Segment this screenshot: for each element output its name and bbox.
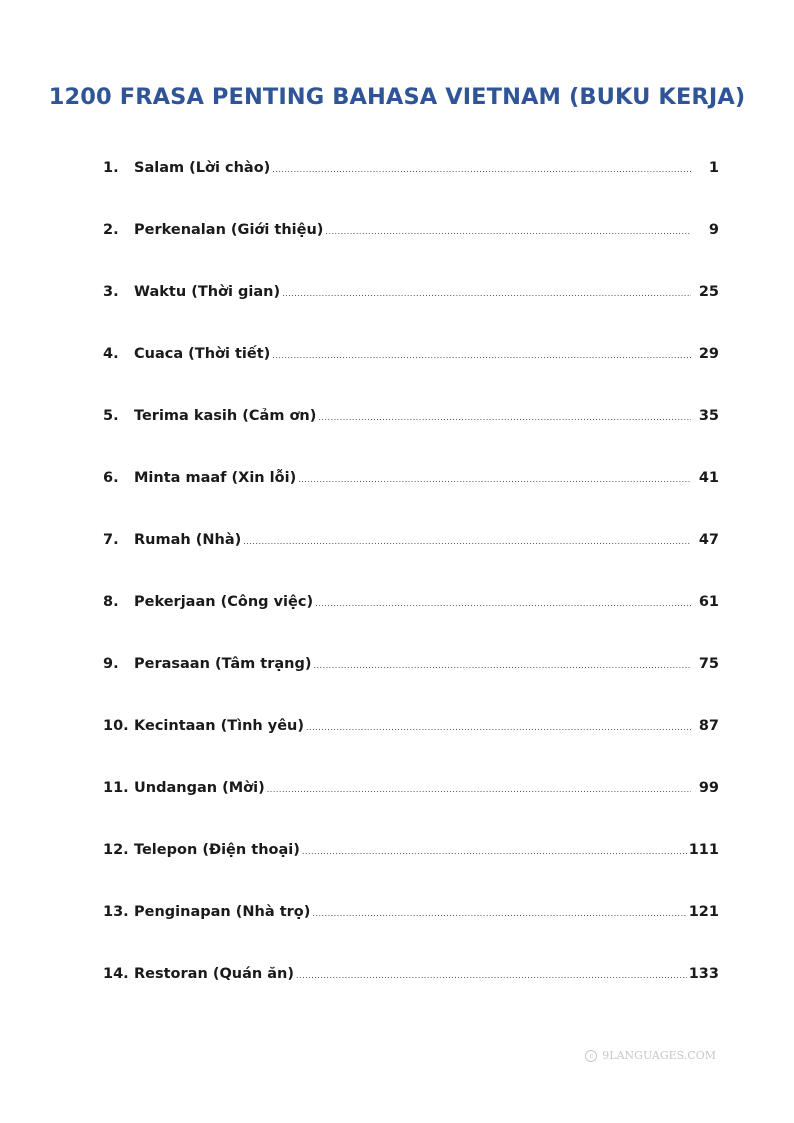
toc-entry-page: 29 [698, 346, 719, 362]
toc-entry-number: 2. [103, 222, 119, 238]
toc-entry[interactable] [103, 346, 719, 408]
dot-leader [282, 289, 691, 298]
toc-entry-number: 8. [103, 594, 119, 610]
toc-entry-number: 11. [103, 780, 129, 796]
toc-entry-number: 9. [103, 656, 119, 672]
toc-entry-page: 133 [688, 966, 719, 982]
toc-entry[interactable] [103, 594, 719, 656]
toc-entry-number: 1. [103, 160, 119, 176]
toc-entry-number: 12. [103, 842, 129, 858]
dot-leader [298, 475, 691, 484]
dot-leader [313, 661, 691, 670]
toc-entry-label: Pekerjaan (Công việc) [134, 594, 314, 610]
toc-entry-page: 111 [688, 842, 719, 858]
dot-leader [302, 847, 687, 856]
dot-leader [312, 909, 686, 918]
toc-entry[interactable] [103, 718, 719, 780]
copyright-icon: c [585, 1050, 597, 1062]
toc-entry-label: Undangan (Mời) [134, 780, 265, 796]
toc-entry-label: Rumah (Nhà) [134, 532, 242, 548]
dot-leader [325, 227, 691, 236]
toc-entry-number: 4. [103, 346, 119, 362]
toc-entry[interactable] [103, 284, 719, 346]
toc-entry-page: 9 [708, 222, 719, 238]
toc-entry[interactable] [103, 160, 719, 222]
toc-entry[interactable] [103, 780, 719, 842]
toc-entry[interactable] [103, 966, 719, 1028]
toc-entry-label: Penginapan (Nhà trọ) [134, 904, 311, 920]
toc-entry-number: 14. [103, 966, 129, 982]
toc-entry-page: 25 [698, 284, 719, 300]
toc-entry-page: 75 [698, 656, 719, 672]
dot-leader [272, 351, 691, 360]
toc-entry-number: 3. [103, 284, 119, 300]
toc-entry-label: Perkenalan (Giới thiệu) [134, 222, 324, 238]
toc-entry-label: Kecintaan (Tình yêu) [134, 718, 304, 734]
toc-entry-number: 6. [103, 470, 119, 486]
toc-entry-number: 10. [103, 718, 129, 734]
toc-entry-number: 5. [103, 408, 119, 424]
dot-leader [267, 785, 691, 794]
toc-entry-page: 35 [698, 408, 719, 424]
toc-entry-label: Waktu (Thời gian) [134, 284, 281, 300]
table-of-contents [103, 160, 719, 1028]
toc-entry[interactable] [103, 656, 719, 718]
dot-leader [306, 723, 691, 732]
toc-entry-label: Perasaan (Tâm trạng) [134, 656, 312, 672]
toc-entry[interactable] [103, 532, 719, 594]
toc-entry-label: Telepon (Điện thoại) [134, 842, 300, 858]
copyright-footer [585, 1049, 716, 1062]
toc-entry-label: Terima kasih (Cảm ơn) [134, 408, 317, 424]
dot-leader [318, 413, 691, 422]
toc-entry-label: Cuaca (Thời tiết) [134, 346, 271, 362]
toc-entry-page: 47 [698, 532, 719, 548]
dot-leader [272, 165, 691, 174]
toc-entry-page: 61 [698, 594, 719, 610]
toc-entry-label: Salam (Lời chào) [134, 160, 271, 176]
dot-leader [315, 599, 691, 608]
toc-entry[interactable] [103, 470, 719, 532]
toc-entry-page: 1 [708, 160, 719, 176]
dot-leader [243, 537, 691, 546]
toc-entry[interactable] [103, 222, 719, 284]
toc-entry[interactable] [103, 904, 719, 966]
toc-entry-page: 99 [698, 780, 719, 796]
toc-entry[interactable] [103, 842, 719, 904]
toc-entry-label: Restoran (Quán ăn) [134, 966, 294, 982]
toc-entry-page: 41 [698, 470, 719, 486]
page-title: 1200 FRASA PENTING BAHASA VIETNAM (BUKU KERJA) [48, 84, 746, 110]
dot-leader [296, 971, 687, 980]
toc-entry-number: 13. [103, 904, 129, 920]
toc-entry-number: 7. [103, 532, 119, 548]
toc-entry-label: Minta maaf (Xin lỗi) [134, 470, 297, 486]
toc-entry-page: 87 [698, 718, 719, 734]
toc-entry[interactable] [103, 408, 719, 470]
footer-text: 9LANGUAGES.COM [602, 1049, 716, 1062]
toc-entry-page: 121 [688, 904, 719, 920]
